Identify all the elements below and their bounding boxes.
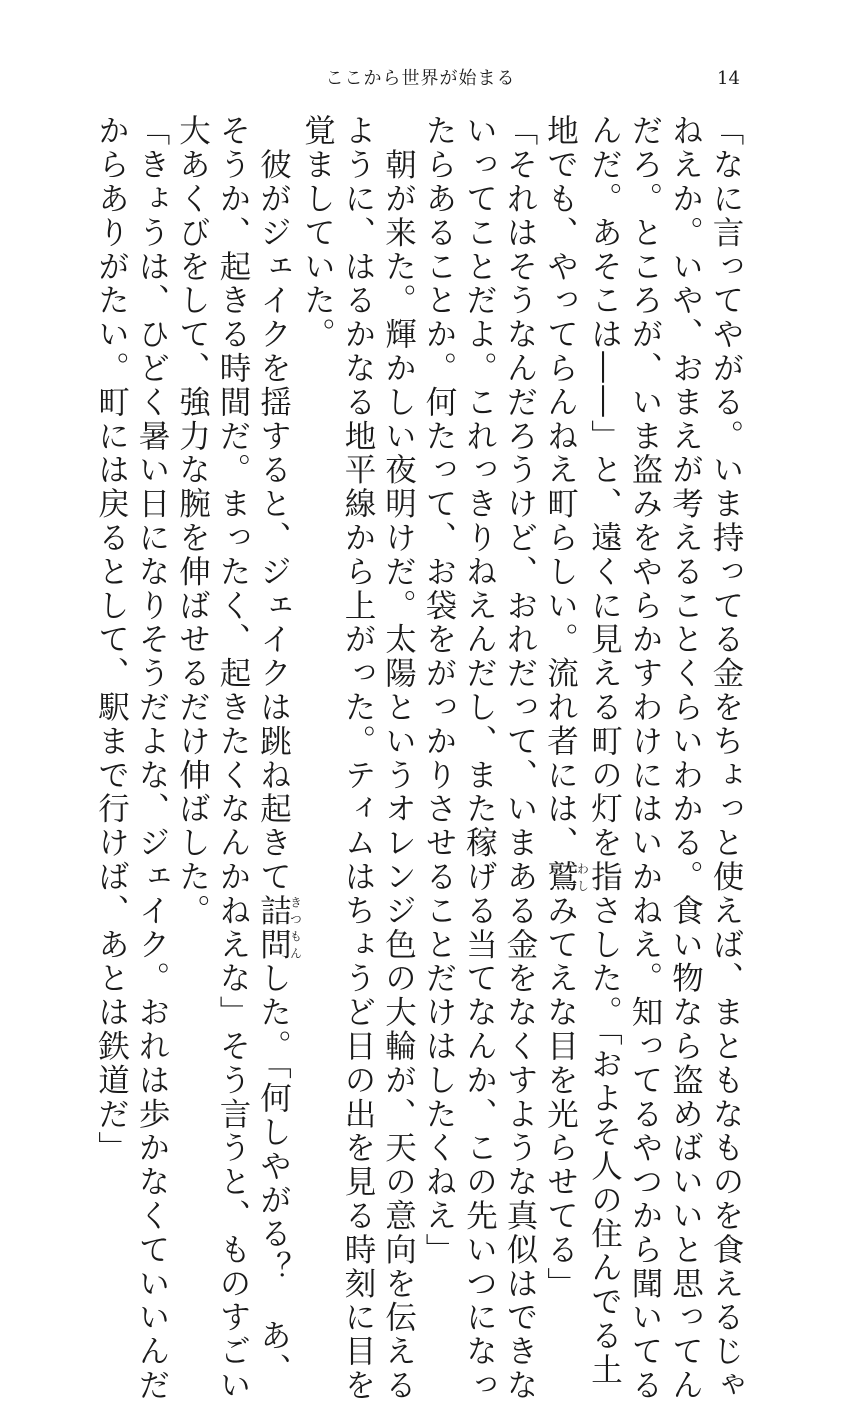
ruby-washi [542,859,590,894]
ruby-washi-base: 鷲 [542,859,579,894]
ruby-kitsumon-base: 詰問 [255,893,292,962]
running-title: ここから世界が始まる [325,68,516,89]
body-text-segment-3: した。「何しやがる？ あ、 そうか、起きる時間だ。まったく、起きたくなんかねえな」そう言うと、ものすごい 大あくびをして、強力な腕を伸ばせるだけ伸ばした。 「きょうは、ひどく暑い日になりそうだよな、ジェイク。おれは歩かなくていいんだ からありがたい。町には戻るとして、駅まで行けば、あとは鉄道だ」 [93,114,292,1402]
page-number: 14 [717,68,740,89]
ruby-washi-reading: わし [575,859,590,894]
body-text-segment-1: 「なに言ってやがる。いま持ってる金をちょっと使えば、まともなものを食えるじゃ ねえか。いや、おまえが考えることくらいわかる。食い物なら盗めばいいと思ってん だろ。ところが、いま盗みをやらかすわけにはいかねえ。知ってるやつから聞いてる んだ。あそこは――」と、遠くに見える町の灯を指さした。「およそ人の住んでる土 地でも、やってらんねえ町らしい。流れ者には、 [542,114,744,1402]
ruby-kitsumon-reading: きつもん [288,893,303,962]
page-header [0,64,841,94]
body-text-segment-2: みてえな目を光らせてる」 「それはそうなんだろうけど、おれだって、いまある金をなくすような真似はできな いってことだよ。これっきりねえんだし、また稼げる当てなんか、この先いつになっ たらあることか。何たって、お袋をがっかりさせることだけはしたくねえ」 朝が来た。輝かしい夜明けだ。太陽というオレンジ色の大輪が、天の意向を伝える ように、はるかなる地平線から上がった。ティムはちょうど日の出を見る時刻に目を 覚ましていた。 彼がジェイクを揺すると、ジェイクは跳ね起きて [255,114,579,1402]
ruby-kitsumon [255,893,303,962]
novel-body-text [93,114,746,1402]
